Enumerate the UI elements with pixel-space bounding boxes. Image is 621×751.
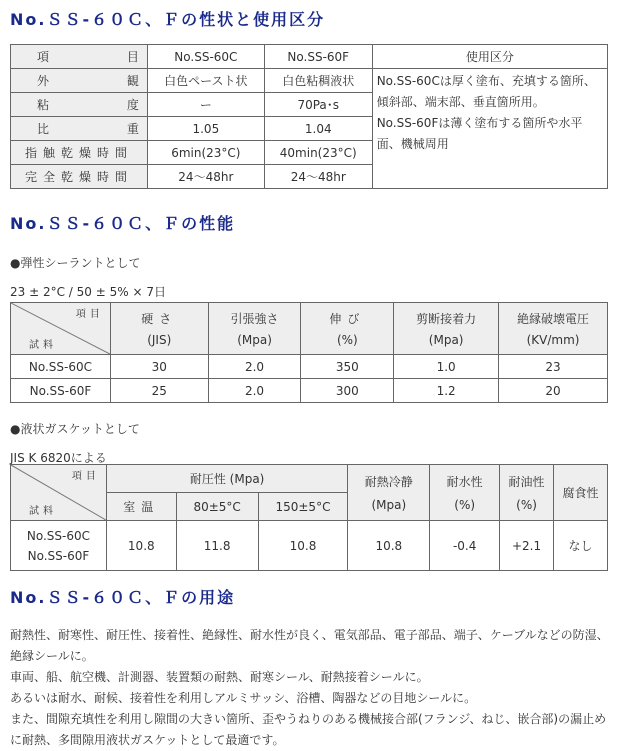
header-ss60c: No.SS-60C [147, 45, 264, 69]
row-label: 完全乾燥時間 [11, 165, 148, 189]
header-ss60f: No.SS-60F [264, 45, 372, 69]
value-tensile: 2.0 [208, 379, 301, 403]
section-title-properties: No.ＳＳ-６０Ｃ、Ｆの性状と使用区分 [10, 10, 326, 29]
section-title-performance: No.ＳＳ-６０Ｃ、Ｆの性能 [10, 214, 236, 233]
sample-60f: No.SS-60F [27, 548, 90, 563]
gasket-performance-table [10, 464, 608, 571]
application-line: また、間隙充填性を利用し隙間の大きい箇所、歪やうねりのある機械接合部(フランジ、ねじ、嵌合部)の漏止め [10, 712, 607, 726]
header-shear: 剪断接着力 (Mpa) [394, 303, 499, 355]
sample-60c: No.SS-60C [26, 528, 90, 543]
cell-c: ー [147, 93, 264, 117]
header-water: 耐水性 (%) [430, 465, 500, 521]
header-room-temp: 室温 [106, 493, 176, 521]
row-label-char: 粘 [37, 98, 50, 112]
sample-name: No.SS-60C [11, 355, 111, 379]
header-use: 使用区分 [372, 45, 607, 69]
row-label-char: 比 [37, 122, 50, 136]
value-heat: 10.8 [348, 521, 430, 571]
application-line: 絶縁シールに。 [10, 649, 94, 663]
header-item-a: 項 [37, 50, 50, 64]
header-corrosion: 腐食性 [554, 465, 608, 521]
row-label [11, 117, 148, 141]
subheading-liquid-gasket: ●液状ガスケットとして [10, 422, 140, 436]
elastic-performance-table [10, 302, 608, 403]
test-standard: JIS K 6820による [10, 451, 107, 465]
section-title-applications: No.ＳＳ-６０Ｃ、Ｆの用途 [10, 588, 236, 607]
corner-item: 項目 [71, 471, 100, 482]
value-breakdown: 20 [499, 379, 608, 403]
value-shear: 1.0 [394, 355, 499, 379]
row-label-char: 重 [126, 122, 139, 136]
applications-text [10, 625, 615, 751]
cell-f: 70Pa･s [264, 93, 372, 117]
properties-table [10, 44, 608, 189]
header-pressure: 耐圧性 (Mpa) [106, 465, 348, 493]
cell-c: 1.05 [147, 117, 264, 141]
use-60c: No.SS-60Cは厚く塗布、充填する箇所、傾斜部、端末部、垂直箇所用。 [376, 74, 596, 109]
row-label [11, 93, 148, 117]
application-line: 耐熱性、耐寒性、耐圧性、接着性、絶縁性、耐水性が良く、電気部品、電子部品、端子、ケーブルなどの防湿、 [10, 628, 609, 642]
header-breakdown: 絶縁破壊電圧 (KV/mm) [499, 303, 608, 355]
application-line: に耐熱、多間隙用液状ガスケットとして最適です。 [10, 733, 285, 747]
value-corrosion: なし [554, 521, 608, 571]
row-label-char: 度 [126, 98, 139, 112]
application-line: 車両、船、航空機、計測器、装置類の耐熱、耐寒シール、耐熱接着シールに。 [10, 670, 429, 684]
value-elongation: 300 [301, 379, 394, 403]
cell-c: 6min(23°C) [147, 141, 264, 165]
header-elongation: 伸び (%) [301, 303, 394, 355]
header-80c: 80±5°C [176, 493, 258, 521]
value-room-temp: 10.8 [106, 521, 176, 571]
value-oil: +2.1 [500, 521, 554, 571]
header-item [11, 45, 148, 69]
value-hardness: 30 [110, 355, 208, 379]
test-condition: 23 ± 2°C / 50 ± 5% × 7日 [10, 285, 166, 299]
cell-c: 24～48hr [147, 165, 264, 189]
cell-f: 40min(23°C) [264, 141, 372, 165]
use-description [372, 69, 607, 189]
corner-header [11, 465, 107, 521]
header-heat: 耐熱冷静 (Mpa) [348, 465, 430, 521]
value-80c: 11.8 [176, 521, 258, 571]
header-tensile: 引張強さ (Mpa) [208, 303, 301, 355]
corner-sample: 試料 [29, 340, 57, 351]
row-label [11, 69, 148, 93]
value-hardness: 25 [110, 379, 208, 403]
application-line: あるいは耐水、耐候、接着性を利用しアルミサッシ、浴槽、陶器などの目地シールに。 [10, 691, 477, 705]
subheading-elastic-sealant: ●弾性シーラントとして [10, 256, 141, 270]
sample-name: No.SS-60F [11, 379, 111, 403]
value-elongation: 350 [301, 355, 394, 379]
cell-f: 1.04 [264, 117, 372, 141]
row-label: 指触乾燥時間 [11, 141, 148, 165]
value-breakdown: 23 [499, 355, 608, 379]
header-150c: 150±5°C [258, 493, 348, 521]
sample-names [11, 521, 107, 571]
header-oil: 耐油性 (%) [500, 465, 554, 521]
cell-f: 白色粘稠液状 [264, 69, 372, 93]
row-label-char: 観 [126, 74, 139, 88]
value-tensile: 2.0 [208, 355, 301, 379]
row-label-char: 外 [37, 74, 50, 88]
cell-c: 白色ペースト状 [147, 69, 264, 93]
header-hardness: 硬さ (JIS) [110, 303, 208, 355]
value-shear: 1.2 [394, 379, 499, 403]
use-60f: No.SS-60Fは薄く塗布する箇所や水平面、機械周用 [376, 116, 583, 151]
value-150c: 10.8 [258, 521, 348, 571]
cell-f: 24～48hr [264, 165, 372, 189]
corner-header [11, 303, 111, 355]
corner-item: 項目 [75, 309, 104, 320]
value-water: -0.4 [430, 521, 500, 571]
corner-sample: 試料 [29, 506, 57, 517]
header-item-b: 目 [126, 50, 139, 64]
